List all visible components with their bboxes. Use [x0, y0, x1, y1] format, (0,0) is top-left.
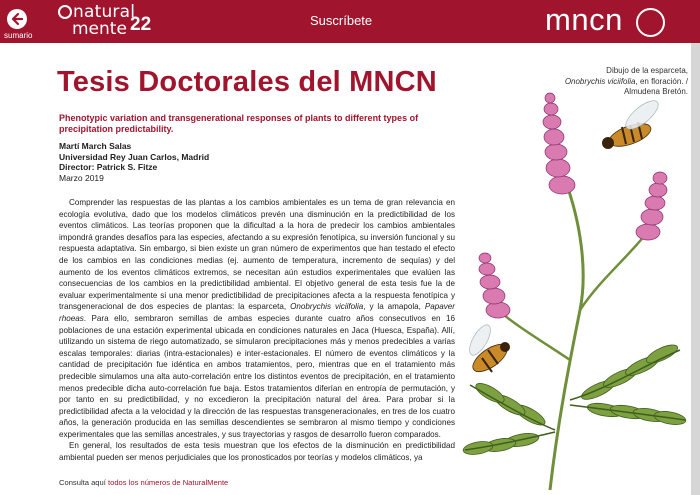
- bee-icon: [602, 96, 662, 151]
- species-name: Onobrychis viciifolia: [290, 302, 364, 312]
- thesis-metadata: [59, 141, 209, 183]
- paragraph-1: Comprender las respuestas de las plantas a los cambios ambientales es un tema de gran relevancia en ecología evolutiva, dado que los modelos climáticos prevén una disminución en la predictibilidad de los eventos climáticos. Las teorías proponen que la dificultad a la hora de predecir los cambios ambientales impondrá grandes desafíos para las especies, afectando a su expresión fenotípica, su inversión funcional y su respuesta adaptativa. Sin embargo, si bien existe un gran número de experimentos que han testado el efecto de los cambios en las condiciones medias (ej. aumento de temperatura, incremento de sequías) y del aumento de los eventos climáticos extremos, se necesitan aún estudios experimentales que evalúen las consecuencias de los cambios en la predictibilidad ambiental. El objetivo general de esta tesis fue la de evaluar experimentalmente si una menor predictibilidad de precipitaciones afecta a la respuesta fenotípica y transgeneracional de dos especies de plantas: la esparceta, Onobrychis viciifolia, y la amapola, Papaver rhoeas. Para ello, sembraron semillas de ambas especies durante cuatro años consecutivos en 16 poblaciones de una estación experimental ubicada en condiciones naturales en Jaca (Huesca, España). Allí, utilizando un sistema de riego automatizado, se simularon precipitaciones más y menos predecibles a varias escalas temporales: diarias (intra-estacionales) e inter-estacionales. El número de eventos climáticos y la cantidad de precipitación fue idéntica en ambos tratamientos, pero, mientras que en el tratamiento más predecible simulamos una alta auto-correlación entre los distintos eventos de precipitación, en el tratamiento menos predecible dicha auto-correlación fue baja. Estos tratamientos diferían en entropía de permutación, y por tanto en su predictibilidad, y no excedieron la precipitación natural del área. Para probar si la predictibilidad afecta a la velocidad y la dirección de las respuestas transgeneracionales, en tres de los cuatro años, la generación producida en las semillas descendientes se sembraron al mismo tiempo y condiciones experimentales que las semillas ancestrales, y sus trayectorias y rasgos de desarrollo fueron comparados.: [59, 198, 455, 439]
- bee-icon: [465, 322, 511, 377]
- issues-archive-link[interactable]: todos los números de NaturalMente: [107, 478, 229, 487]
- back-link-label[interactable]: sumario: [4, 31, 33, 40]
- back-arrow-icon[interactable]: [7, 9, 27, 29]
- university-name: Universidad Rey Juan Carlos, Madrid: [59, 151, 210, 162]
- subscribe-link[interactable]: Suscríbete: [310, 13, 373, 28]
- brand-name-top: natural: [73, 2, 136, 22]
- footer-note: Consulta aquí todos los números de NaturalMente: [59, 478, 229, 487]
- page-title: Tesis Doctorales del MNCN: [57, 66, 437, 98]
- thesis-title: Phenotypic variation and transgenerational responses of plants to different types of precipitation predictability.: [59, 113, 419, 134]
- paragraph-2: En general, los resultados de esta tesis muestran que los efectos de la disminución en predictibilidad ambiental pueden ser menos perjudiciales que los pronosticados por teorías y modelos climáticos, ya: [59, 441, 455, 463]
- mncn-logo-ring: [636, 8, 665, 37]
- globe-icon: [58, 5, 72, 19]
- species-name: Papaver rhoeas: [59, 302, 455, 323]
- author-name: Martí March Salas: [59, 141, 132, 151]
- magazine-logo[interactable]: [58, 4, 158, 40]
- sainfoin-illustration: [430, 60, 692, 495]
- top-bar: [0, 0, 700, 43]
- page-edge: [691, 43, 700, 495]
- article-body: [59, 197, 455, 464]
- illustration-caption: Dibujo de la esparceta, Onobrychis viciifolia, en floración. / Almudena Bretón.: [564, 66, 688, 96]
- issue-number: 22: [130, 14, 152, 35]
- mncn-logo[interactable]: mncn: [545, 2, 623, 37]
- thesis-date: Marzo 2019: [59, 172, 104, 183]
- director-name: Director: Patrick S. Fitze: [59, 162, 158, 172]
- brand-name-bottom: mente: [72, 19, 127, 39]
